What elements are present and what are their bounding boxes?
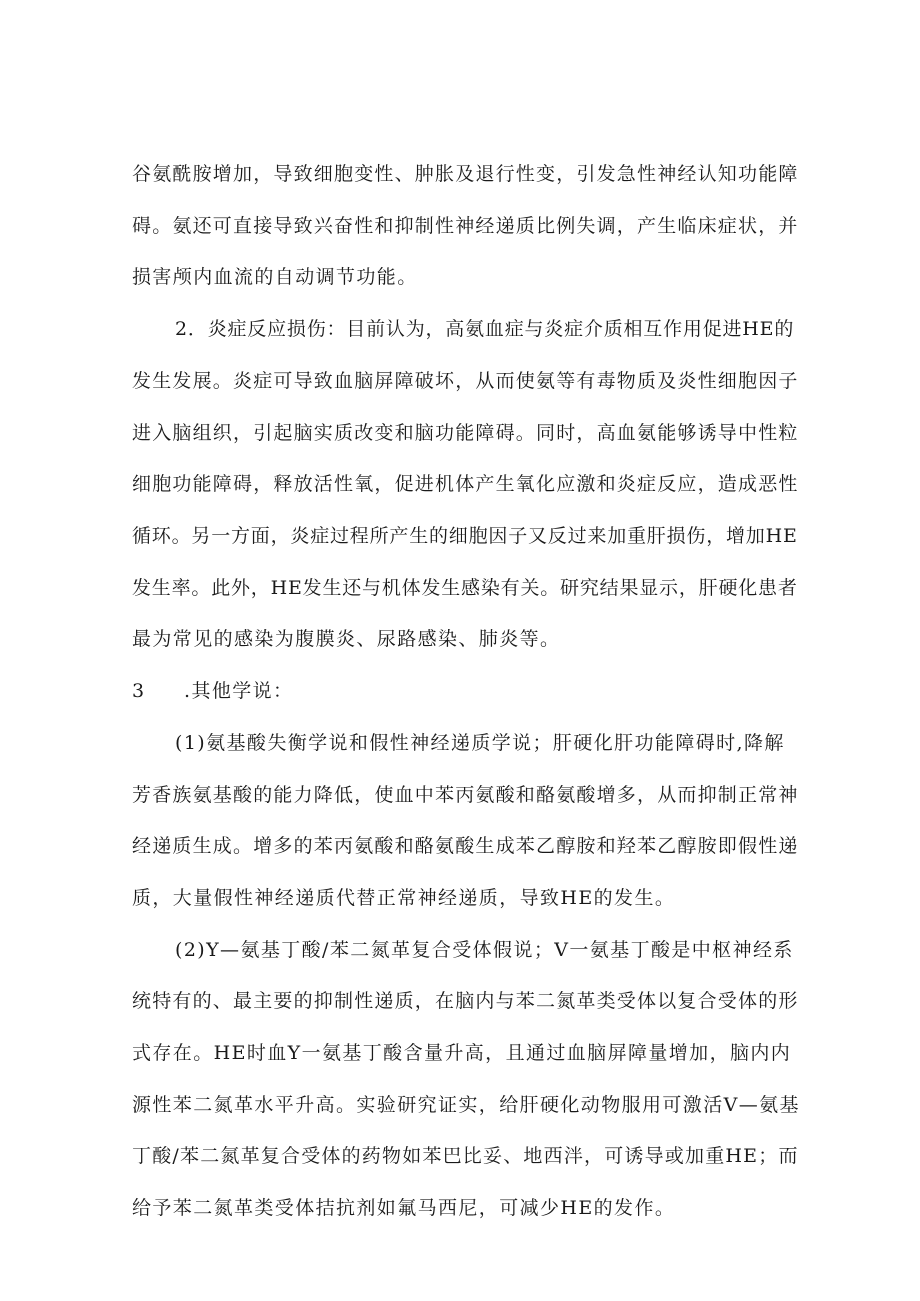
section-heading: .其他学说： bbox=[184, 680, 294, 702]
paragraph-line: 谷氨酰胺增加，导致细胞变性、肿胀及退行性变，引发急性神经认知功能障 bbox=[132, 163, 799, 185]
paragraph-line: 发生发展。炎症可导致血脑屏障破坏，从而使氨等有毒物质及炎性细胞因子 bbox=[132, 370, 799, 392]
paragraph-line: 经递质生成。增多的苯丙氨酸和酪氨酸生成苯乙醇胺和羟苯乙醇胺即假性递 bbox=[132, 835, 799, 857]
paragraph-line: 循环。另一方面，炎症过程所产生的细胞因子又反过来加重肝损伤，增加HE bbox=[132, 525, 798, 547]
paragraph-line: 质，大量假性神经递质代替正常神经递质，导致HE的发生。 bbox=[132, 887, 676, 909]
paragraph-line: 发生率。此外，HE发生还与机体发生感染有关。研究结果显示，肝硬化患者 bbox=[132, 577, 798, 599]
paragraph-line: 碍。氨还可直接导致兴奋性和抑制性神经递质比例失调，产生临床症状，并 bbox=[132, 215, 799, 237]
paragraph-line: (1)氨基酸失衡学说和假性神经递质学说；肝硬化肝功能障碍时,降解 bbox=[175, 732, 785, 754]
paragraph-line: 损害颅内血流的自动调节功能。 bbox=[132, 266, 418, 288]
paragraph-line: 细胞功能障碍，释放活性氧，促进机体产生氧化应激和炎症反应，造成恶性 bbox=[132, 473, 799, 495]
paragraph-line: 进入脑组织，引起脑实质改变和脑功能障碍。同时，高血氨能够诱导中性粒 bbox=[132, 422, 799, 444]
paragraph-line: 源性苯二氮革水平升高。实验研究证实，给肝硬化动物服用可激活V—氨基 bbox=[132, 1094, 800, 1116]
paragraph-line: (2)Y—氨基丁酸/苯二氮革复合受体假说；V一氨基丁酸是中枢神经系 bbox=[175, 939, 794, 961]
paragraph-line: 统特有的、最主要的抑制性递质，在脑内与苯二氮革类受体以复合受体的形 bbox=[132, 990, 799, 1012]
paragraph-line: 最为常见的感染为腹膜炎、尿路感染、肺炎等。 bbox=[132, 628, 561, 650]
section-number: 3 bbox=[132, 680, 145, 702]
paragraph-line: 丁酸/苯二氮革复合受体的药物如苯巴比妥、地西泮，可诱导或加重HE；而 bbox=[132, 1145, 799, 1167]
paragraph-line: 式存在。HE时血Y一氨基丁酸含量升高，且通过血脑屏障量增加，脑内内 bbox=[132, 1042, 792, 1064]
paragraph-line: 芳香族氨基酸的能力降低，使血中苯丙氨酸和酪氨酸增多，从而抑制正常神 bbox=[132, 784, 799, 806]
paragraph-line: 给予苯二氮革类受体拮抗剂如氟马西尼，可减少HE的发作。 bbox=[132, 1197, 676, 1219]
paragraph-line: 2．炎症反应损伤：目前认为，高氨血症与炎症介质相互作用促进HE的 bbox=[175, 318, 795, 340]
